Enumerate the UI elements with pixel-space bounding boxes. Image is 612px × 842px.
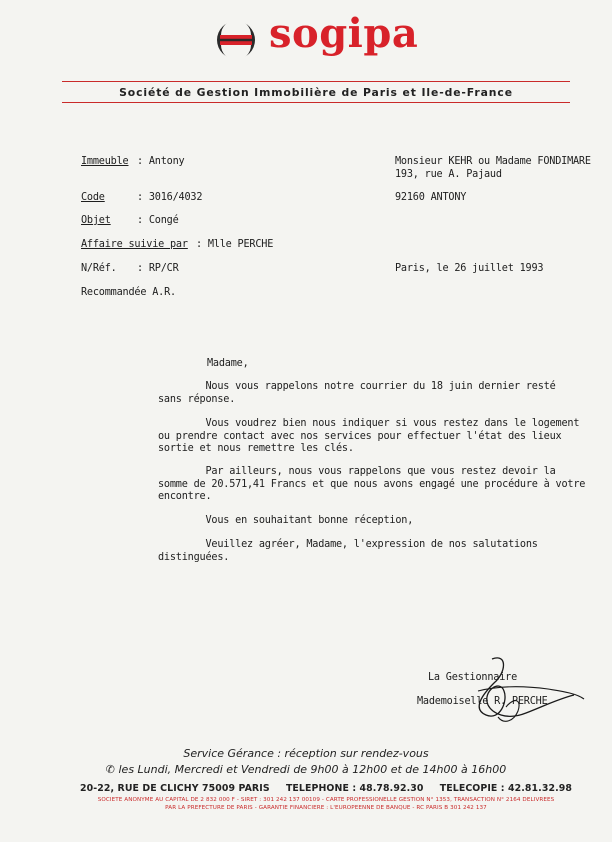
objet-value: : Congé [137,215,179,226]
service-line: Service Gérance : réception sur rendez-vous [183,747,429,760]
salutation: Madame, [207,358,249,369]
sogipa-logo-icon [216,20,256,60]
immeuble-value: : Antony [137,156,185,167]
phone-icon: ✆ [105,763,115,776]
brand-name: sogipa [269,10,419,57]
recipient-street: 193, rue A. Pajaud [395,169,502,180]
nref-value: : RP/CR [137,263,179,274]
header-rule-top [62,81,570,82]
footer-telephone: TELEPHONE : 48.78.92.30 [285,783,424,794]
hours-line: les Lundi, Mercredi et Vendredi de 9h00 à 12h00 et de 14h00 à 16h00 [118,763,507,776]
nref-label: N/Réf. [81,263,117,274]
footer-address: 20-22, RUE DE CLICHY 75009 PARIS [80,783,270,794]
paragraph-reminder: Nous vous rappelons notre courrier du 18 juin dernier resté sans réponse. [158,381,556,405]
affaire-value: : Mlle PERCHE [196,239,274,250]
code-value: : 3016/4032 [137,192,203,203]
signature-name: Mademoiselle R. PERCHE [417,696,548,707]
footer-address-row [80,783,572,794]
objet-label: Objet [81,215,111,226]
date-line: Paris, le 26 juillet 1993 [395,263,544,274]
paragraph-salutations: Veuillez agréer, Madame, l'expression de nos salutations distinguées. [158,539,538,563]
paragraph-request: Vous voudrez bien nous indiquer si vous restez dans le logement ou prendre contact avec nos services pour effectuer l'état des lieux sortie et nous remettre les clés. [158,418,580,455]
footer-telecopie: TELECOPIE : 42.81.32.98 [439,783,572,794]
signature-title: La Gestionnaire [428,672,518,683]
signature-icon [448,651,588,731]
immeuble-label: Immeuble [81,156,129,167]
recipient-city: 92160 ANTONY [395,192,467,203]
affaire-label: Affaire suivie par [81,239,188,250]
company-tagline: Société de Gestion Immobilière de Paris et Ile-de-France [119,86,513,99]
paragraph-closing: Vous en souhaitant bonne réception, [158,515,414,526]
recommandee-line: Recommandée A.R. [81,287,176,298]
legal-line-1: SOCIETE ANONYME AU CAPITAL DE 2 832 000 F - SIRET : 301 242 137 00109 - CARTE PROFESSIONELLE GESTION N° 1353, TRANSACTION N° 2164 DELIVREES [97,797,555,803]
code-label: Code [81,192,105,203]
hours-row [0,763,612,776]
header-rule-bottom [62,102,570,103]
recipient-name: Monsieur KEHR ou Madame FONDIMARE [395,156,591,167]
paragraph-debt: Par ailleurs, nous vous rappelons que vous restez devoir la somme de 20.571,41 Francs et que nous avons engagé une procédure à votre encontre. [158,466,586,503]
legal-line-2: PAR LA PREFECTURE DE PARIS - GARANTIE FINANCIERE : L'EUROPEENNE DE BANQUE - RC PARIS B 301 242 137 [165,805,487,811]
